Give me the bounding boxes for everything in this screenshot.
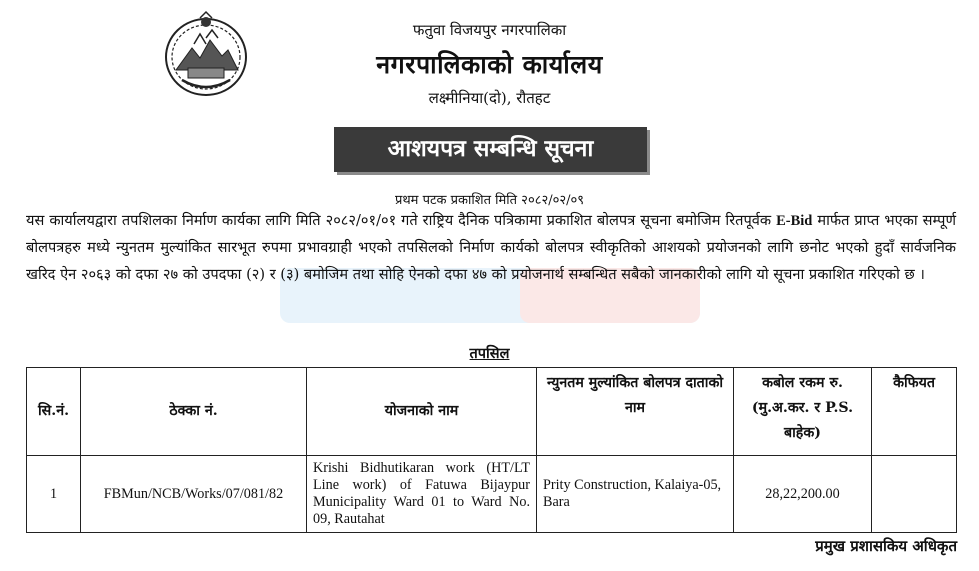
header-sn: सि.नं.	[27, 368, 81, 456]
cell-amount: 28,22,200.00	[734, 456, 872, 533]
notice-body-part-1: यस कार्यालयद्वारा तपशिलका निर्माण कार्यका लागि मिति २०८२/०१/०१ गते राष्ट्रिय दैनिक पत्रिकामा प्रकाशित बोलपत्र सूचना बमोजिम रितपूर्वक	[26, 212, 777, 229]
cell-contract-no: FBMun/NCB/Works/07/081/82	[81, 456, 307, 533]
header-project-name: योजनाको नाम	[307, 368, 537, 456]
ebid-term: E-Bid	[776, 213, 813, 229]
signatory-title: प्रमुख प्रशासकिय अधिकृत	[815, 537, 957, 555]
notice-body	[26, 208, 956, 288]
municipality-name: फतुवा विजयपुर नगरपालिका	[412, 21, 567, 39]
office-title: नगरपालिकाको कार्यालय	[376, 50, 603, 79]
notice-body-part-2: मार्फत प्राप्त भएका सम्पूर्ण बोलपत्रहरु मध्ये न्युनतम मुल्यांकित सारभूत रुपमा प्रभावग्राही भएको तपसिलको निर्माण कार्यको बोलपत्र स्वीकृतिको आशयको प्रयोजनको लागि छनोट भएको हुदाँ सार्वजनिक खरिद ऐन २०६३ को दफा २७ को उपदफा (२) र (३) बमोजिम तथा सोहि ऐनको दफा ४७ को प्रयोजनार्थ सम्बन्धित सबैको जानकारीको लागि यो सूचना प्रकाशित गरिएको छ ।	[26, 212, 956, 283]
header-contract-no: ठेक्का नं.	[81, 368, 307, 456]
header-bidder: न्युनतम मुल्यांकित बोलपत्र दाताको नाम	[537, 368, 734, 456]
notice-title-banner: आशयपत्र सम्बन्धि सूचना	[334, 127, 647, 172]
cell-remarks	[872, 456, 957, 533]
table-row	[27, 456, 957, 533]
contract-table	[26, 367, 957, 533]
publication-date: प्रथम पटक प्रकाशित मिति २०८२/०२/०९	[394, 193, 585, 208]
cell-project-name: Krishi Bidhutikaran work (HT/LT Line work) of Fatuwa Bijaypur Municipality Ward 01 to Ward No. 09, Rautahat	[307, 456, 537, 533]
header-remarks: कैफियत	[872, 368, 957, 456]
cell-bidder: Prity Construction, Kalaiya-05, Bara	[537, 456, 734, 533]
cell-sn: 1	[27, 456, 81, 533]
office-address: लक्ष्मीनिया(दो), रौतहट	[428, 89, 551, 107]
table-title: तपसिल	[469, 345, 510, 362]
header-amount: कबोल रकम रु. (मु.अ.कर. र P.S. बाहेक)	[734, 368, 872, 456]
table-header-row	[27, 368, 957, 456]
